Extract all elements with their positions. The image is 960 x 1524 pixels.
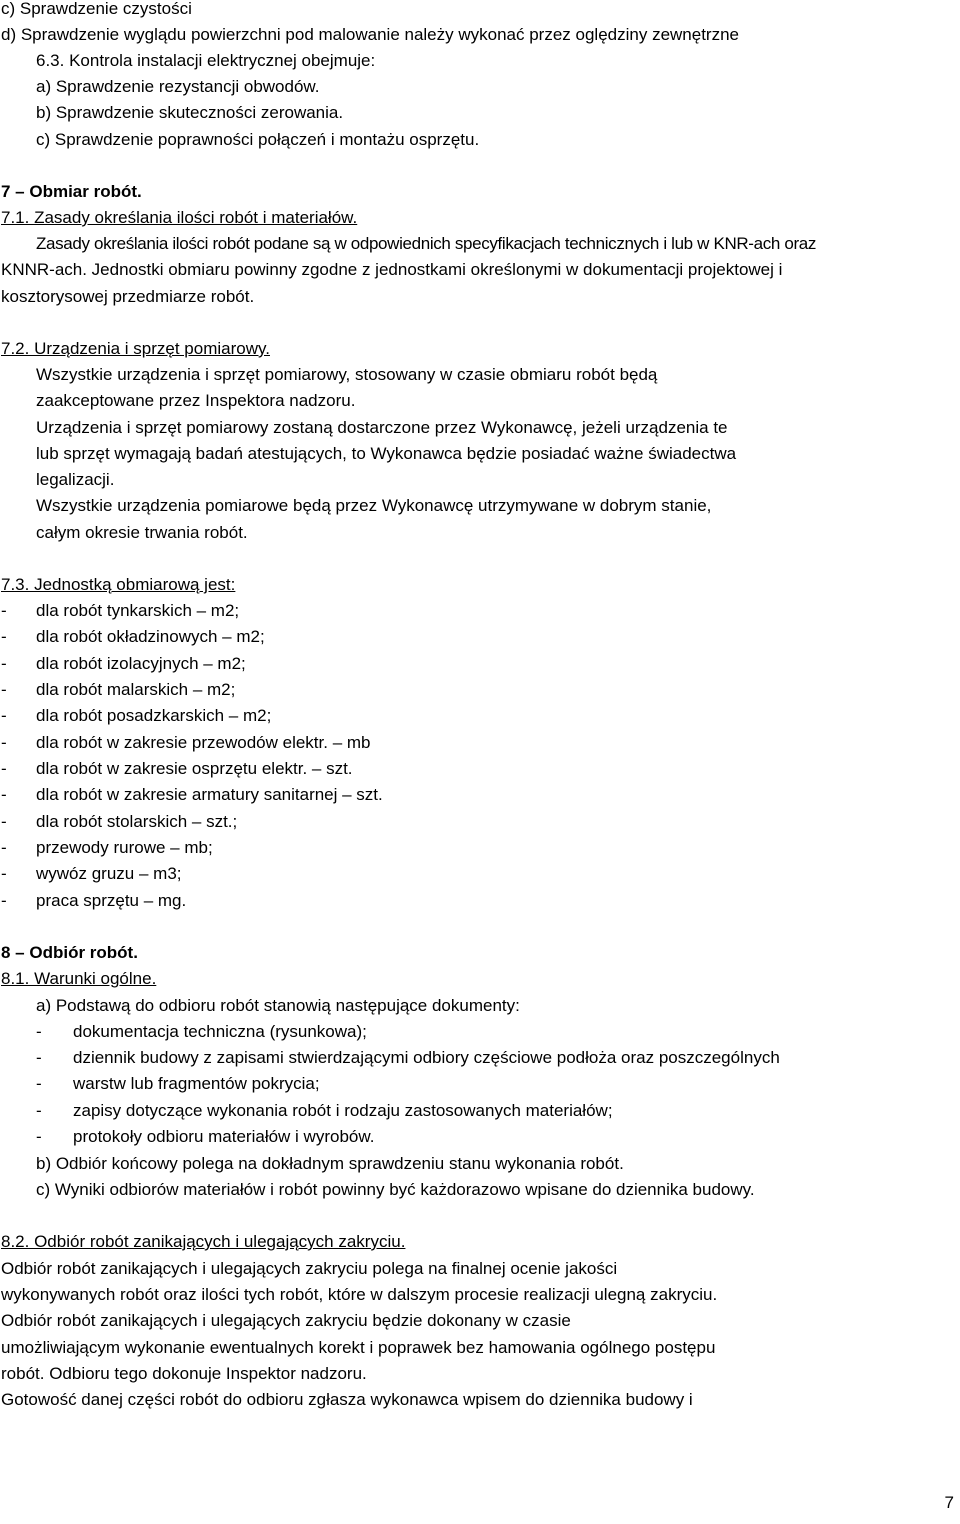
list-item: dla robót tynkarskich – m2; [36, 601, 240, 620]
paragraph-7-1-line: kosztorysowej przedmiarze robót. [1, 287, 255, 306]
list-item: dla robót izolacyjnych – m2; [36, 654, 246, 673]
item-6-3-c: c) Sprawdzenie poprawności połączeń i montażu osprzętu. [36, 130, 480, 149]
list-item: warstw lub fragmentów pokrycia; [73, 1074, 320, 1093]
item-6-c: c) Sprawdzenie czystości [1, 0, 192, 18]
paragraph-7-1-line: KNNR-ach. Jednostki obmiaru powinny zgodne z jednostkami określonymi w dokumentacji projektowej i [1, 260, 783, 279]
heading-7-2: 7.2. Urządzenia i sprzęt pomiarowy. [1, 339, 270, 358]
list-item: dla robót posadzkarskich – m2; [36, 706, 272, 725]
list-item: dla robót okładzinowych – m2; [36, 627, 265, 646]
paragraph-8-2-line: umożliwiającym wykonanie ewentualnych korekt i poprawek bez hamowania ogólnego postępu [1, 1338, 716, 1357]
list-item: dla robót w zakresie osprzętu elektr. – szt. [36, 759, 353, 778]
list-item: dla robót w zakresie przewodów elektr. – mb [36, 733, 371, 752]
paragraph-7-2-line: zaakceptowane przez Inspektora nadzoru. [36, 391, 356, 410]
list-item: wywóz gruzu – m3; [36, 864, 182, 883]
list-item: dokumentacja techniczna (rysunkowa); [73, 1022, 367, 1041]
heading-8-1: 8.1. Warunki ogólne. [1, 969, 157, 988]
page-number: 7 [944, 1493, 954, 1512]
paragraph-7-2-line: lub sprzęt wymagają badań atestujących, to Wykonawca będzie posiadać ważne świadectwa [36, 444, 737, 463]
list-dash: - [1, 680, 7, 699]
paragraph-8-2-line: Gotowość danej części robót do odbioru zgłasza wykonawca wpisem do dziennika budowy i [1, 1390, 693, 1409]
heading-6-3: 6.3. Kontrola instalacji elektrycznej obejmuje: [36, 51, 376, 70]
list-dash: - [36, 1074, 42, 1093]
item-8-1-a: a) Podstawą do odbioru robót stanowią następujące dokumenty: [36, 996, 520, 1015]
paragraph-7-1-line: Zasady określania ilości robót podane są w odpowiednich specyfikacjach technicznych i lub w KNR-ach oraz [36, 234, 817, 253]
list-item: dla robót stolarskich – szt.; [36, 812, 238, 831]
list-dash: - [1, 627, 7, 646]
item-6-d: d) Sprawdzenie wyglądu powierzchni pod malowanie należy wykonać przez oględziny zewnętrzne [1, 25, 740, 44]
list-item: dla robót malarskich – m2; [36, 680, 236, 699]
item-8-1-c: c) Wyniki odbiorów materiałów i robót powinny być każdorazowo wpisane do dziennika budowy. [36, 1180, 755, 1199]
list-dash: - [1, 733, 7, 752]
paragraph-7-2-line: Urządzenia i sprzęt pomiarowy zostaną dostarczone przez Wykonawcę, jeżeli urządzenia te [36, 418, 728, 437]
paragraph-8-2-line: robót. Odbioru tego dokonuje Inspektor nadzoru. [1, 1364, 367, 1383]
list-dash: - [1, 891, 7, 910]
paragraph-7-2-line: całym okresie trwania robót. [36, 523, 248, 542]
heading-8-2: 8.2. Odbiór robót zanikających i ulegających zakryciu. [1, 1232, 406, 1251]
list-dash: - [36, 1048, 42, 1067]
list-dash: - [36, 1101, 42, 1120]
section-7-title: 7 – Obmiar robót. [1, 182, 142, 201]
paragraph-7-2-line: Wszystkie urządzenia i sprzęt pomiarowy, stosowany w czasie obmiaru robót będą [36, 365, 658, 384]
item-8-1-b: b) Odbiór końcowy polega na dokładnym sprawdzeniu stanu wykonania robót. [36, 1154, 624, 1173]
paragraph-7-2-line: Wszystkie urządzenia pomiarowe będą przez Wykonawcę utrzymywane w dobrym stanie, [36, 496, 712, 515]
list-item: protokoły odbioru materiałów i wyrobów. [73, 1127, 375, 1146]
paragraph-8-2-line: Odbiór robót zanikających i ulegających zakryciu będzie dokonany w czasie [1, 1311, 571, 1330]
list-item: zapisy dotyczące wykonania robót i rodzaju zastosowanych materiałów; [73, 1101, 613, 1120]
list-dash: - [1, 601, 7, 620]
list-dash: - [1, 838, 7, 857]
heading-7-1: 7.1. Zasady określania ilości robót i materiałów. [1, 208, 358, 227]
list-dash: - [1, 654, 7, 673]
list-dash: - [1, 864, 7, 883]
item-6-3-a: a) Sprawdzenie rezystancji obwodów. [36, 77, 320, 96]
item-6-3-b: b) Sprawdzenie skuteczności zerowania. [36, 103, 344, 122]
list-dash: - [1, 785, 7, 804]
list-item: dziennik budowy z zapisami stwierdzającymi odbiory częściowe podłoża oraz poszczególnych [73, 1048, 780, 1067]
list-item: przewody rurowe – mb; [36, 838, 213, 857]
list-dash: - [1, 759, 7, 778]
paragraph-8-2-line: wykonywanych robót oraz ilości tych robót, które w dalszym procesie realizacji ulegną zakryciu. [1, 1285, 718, 1304]
paragraph-7-2-line: legalizacji. [36, 470, 115, 489]
paragraph-8-2-line: Odbiór robót zanikających i ulegających zakryciu polega na finalnej ocenie jakości [1, 1259, 618, 1278]
section-8-title: 8 – Odbiór robót. [1, 943, 138, 962]
heading-7-3: 7.3. Jednostką obmiarową jest: [1, 575, 236, 594]
list-dash: - [36, 1022, 42, 1041]
list-dash: - [1, 812, 7, 831]
list-dash: - [1, 706, 7, 725]
list-item: praca sprzętu – mg. [36, 891, 187, 910]
list-dash: - [36, 1127, 42, 1146]
list-item: dla robót w zakresie armatury sanitarnej – szt. [36, 785, 383, 804]
